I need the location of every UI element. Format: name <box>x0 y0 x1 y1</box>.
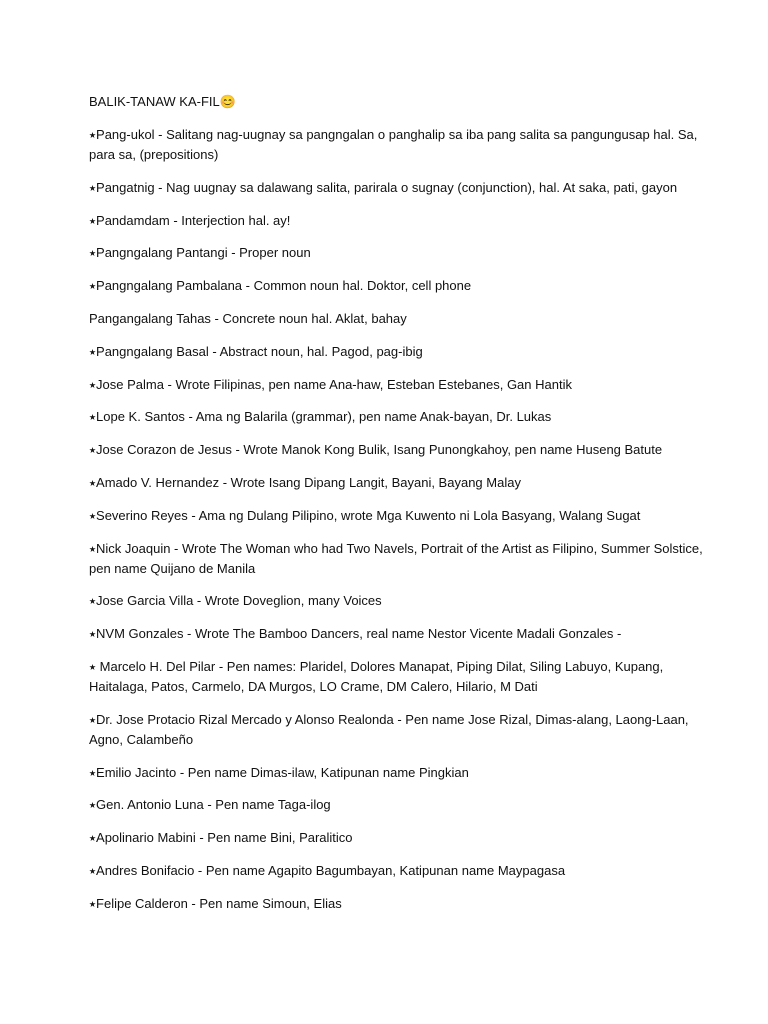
paragraph-nvm-gonzales: ⭑NVM Gonzales - Wrote The Bamboo Dancers, real name Nestor Vicente Madali Gonzales - <box>89 626 622 642</box>
paragraph-jose-palma: ⭑Jose Palma - Wrote Filipinas, pen name Ana-haw, Esteban Estebanes, Gan Hantik <box>89 376 572 392</box>
paragraph-andres-bonifacio: ⭑Andres Bonifacio - Pen name Agapito Bagumbayan, Katipunan name Maypagasa <box>89 862 566 878</box>
paragraph-amado-v-hernandez: ⭑Amado V. Hernandez - Wrote Isang Dipang Langit, Bayani, Bayang Malay <box>89 474 521 490</box>
document-title: BALIK-TANAW KA-FIL😊 <box>89 94 236 109</box>
paragraph-lope-k-santos: ⭑Lope K. Santos - Ama ng Balarila (grammar), pen name Anak-bayan, Dr. Lukas <box>89 409 552 425</box>
paragraph-severino-reyes: ⭑Severino Reyes - Ama ng Dulang Pilipino, wrote Mga Kuwento ni Lola Basyang, Walang Sugat <box>89 507 641 523</box>
paragraph-pangangalang-tahas: Pangangalang Tahas - Concrete noun hal. Aklat, bahay <box>89 310 407 326</box>
paragraph-apolinario-mabini: ⭑Apolinario Mabini - Pen name Bini, Paralitico <box>89 830 353 846</box>
paragraph-pangngalang-pantangi: ⭑Pangngalang Pantangi - Proper noun <box>89 245 311 261</box>
paragraph-nick-joaquin: ⭑Nick Joaquin - Wrote The Woman who had Two Navels, Portrait of the Artist as Filipino, Summer Solstice, pen name Quijano de Manila <box>89 540 703 576</box>
paragraph-antonio-luna: ⭑Gen. Antonio Luna - Pen name Taga-ilog <box>89 797 331 813</box>
paragraph-pangatnig: ⭑Pangatnig - Nag uugnay sa dalawang salita, parirala o sugnay (conjunction), hal. At saka, pati, gayon <box>89 179 678 195</box>
paragraph-pangngalang-pambalana: ⭑Pangngalang Pambalana - Common noun hal. Doktor, cell phone <box>89 278 472 294</box>
paragraph-felipe-calderon: ⭑Felipe Calderon - Pen name Simoun, Elias <box>89 895 342 911</box>
paragraph-pangngalang-basal: ⭑Pangngalang Basal - Abstract noun, hal. Pagod, pag-ibig <box>89 343 423 359</box>
paragraph-marcelo-h-del-pilar: ⭑ Marcelo H. Del Pilar - Pen names: Plaridel, Dolores Manapat, Piping Dilat, Siling Labuyo, Kupang, Haitalaga, Patos, Carmelo, DA Murgos, LO Crame, DM Calero, Hilario, M Dati <box>89 658 664 694</box>
paragraph-pandamdam: ⭑Pandamdam - Interjection hal. ay! <box>89 212 291 228</box>
paragraph-jose-garcia-villa: ⭑Jose Garcia Villa - Wrote Doveglion, many Voices <box>89 593 382 609</box>
paragraph-jose-rizal: ⭑Dr. Jose Protacio Rizal Mercado y Alonso Realonda - Pen name Jose Rizal, Dimas-alang, Laong-Laan, Agno, Calambeño <box>89 711 689 747</box>
paragraph-jose-corazon-de-jesus: ⭑Jose Corazon de Jesus - Wrote Manok Kong Bulik, Isang Punongkahoy, pen name Huseng Batute <box>89 442 663 458</box>
paragraph-pang-ukol: ⭑Pang-ukol - Salitang nag-uugnay sa pangngalan o panghalip sa iba pang salita sa pangungusap hal. Sa, para sa, (prepositions) <box>89 127 698 162</box>
paragraph-emilio-jacinto: ⭑Emilio Jacinto - Pen name Dimas-ilaw, Katipunan name Pingkian <box>89 764 469 780</box>
